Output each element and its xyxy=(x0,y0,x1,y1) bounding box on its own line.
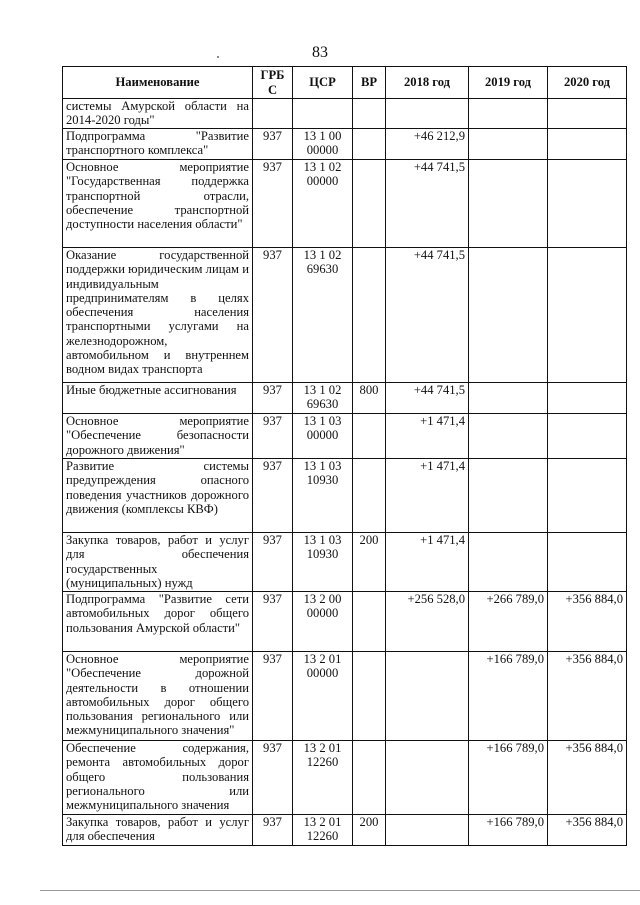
header-vr: ВР xyxy=(353,67,386,99)
row-grbs: 937 xyxy=(253,533,293,592)
row-vr xyxy=(353,592,386,652)
row-2020: +356 884,0 xyxy=(548,592,627,652)
budget-table xyxy=(62,66,627,846)
table-row xyxy=(63,815,627,846)
row-csr: 13 1 03 10930 xyxy=(293,533,353,592)
row-2020: +356 884,0 xyxy=(548,741,627,815)
row-name: Основное мероприятие "Обеспечение безопасности дорожного движения" xyxy=(63,414,253,459)
row-name: Обеспечение содержания, ремонта автомобильных дорог общего пользования регионального или межмуниципального значения xyxy=(63,741,253,815)
header-2019: 2019 год xyxy=(469,67,548,99)
row-vr xyxy=(353,652,386,741)
row-2019: +266 789,0 xyxy=(469,592,548,652)
row-csr: 13 2 00 00000 xyxy=(293,592,353,652)
row-2020 xyxy=(548,459,627,533)
table-row xyxy=(63,533,627,592)
header-name: Наименование xyxy=(63,67,253,99)
row-grbs xyxy=(253,99,293,129)
row-2019 xyxy=(469,533,548,592)
row-name: Подпрограмма "Развитие транспортного комплекса" xyxy=(63,129,253,160)
table-row xyxy=(63,741,627,815)
row-2018: +44 741,5 xyxy=(386,383,469,414)
row-2019: +166 789,0 xyxy=(469,652,548,741)
table-row xyxy=(63,652,627,741)
header-row xyxy=(63,67,627,99)
row-csr: 13 2 01 12260 xyxy=(293,815,353,846)
row-2019 xyxy=(469,414,548,459)
row-2019 xyxy=(469,248,548,383)
row-2018: +1 471,4 xyxy=(386,459,469,533)
row-name: Закупка товаров, работ и услуг для обеспечения государственных (муниципальных) нужд xyxy=(63,533,253,592)
row-csr: 13 1 02 69630 xyxy=(293,383,353,414)
row-2018: +1 471,4 xyxy=(386,414,469,459)
row-vr: 200 xyxy=(353,533,386,592)
row-vr xyxy=(353,459,386,533)
page-bottom-edge xyxy=(40,890,640,891)
row-2018: +1 471,4 xyxy=(386,533,469,592)
row-2020 xyxy=(548,248,627,383)
row-vr xyxy=(353,741,386,815)
row-2018 xyxy=(386,652,469,741)
row-grbs: 937 xyxy=(253,815,293,846)
row-name: системы Амурской области на 2014-2020 годы" xyxy=(63,99,253,129)
table-row xyxy=(63,160,627,248)
table-row xyxy=(63,383,627,414)
row-2020: +356 884,0 xyxy=(548,652,627,741)
row-2019 xyxy=(469,160,548,248)
table-row xyxy=(63,459,627,533)
row-2019: +166 789,0 xyxy=(469,815,548,846)
table-row xyxy=(63,592,627,652)
row-grbs: 937 xyxy=(253,383,293,414)
row-2018: +256 528,0 xyxy=(386,592,469,652)
row-csr: 13 1 02 00000 xyxy=(293,160,353,248)
row-2020 xyxy=(548,160,627,248)
table-row xyxy=(63,414,627,459)
row-2018 xyxy=(386,815,469,846)
table-row xyxy=(63,248,627,383)
header-2020: 2020 год xyxy=(548,67,627,99)
header-grbs: ГРБ С xyxy=(253,67,293,99)
row-2020 xyxy=(548,99,627,129)
row-name: Основное мероприятие "Государственная поддержка транспортной отрасли, обеспечение транспортной доступности населения области" xyxy=(63,160,253,248)
row-name: Закупка товаров, работ и услуг для обеспечения xyxy=(63,815,253,846)
row-grbs: 937 xyxy=(253,160,293,248)
row-name: Развитие системы предупреждения опасного поведения участников дорожного движения (комплексы КВФ) xyxy=(63,459,253,533)
row-vr xyxy=(353,160,386,248)
row-grbs: 937 xyxy=(253,652,293,741)
row-grbs: 937 xyxy=(253,592,293,652)
row-2018 xyxy=(386,99,469,129)
row-vr xyxy=(353,414,386,459)
row-2020 xyxy=(548,129,627,160)
row-csr xyxy=(293,99,353,129)
row-name: Основное мероприятие "Обеспечение дорожной деятельности в отношении автомобильных дорог общего пользования регионального или межмуниципального значения" xyxy=(63,652,253,741)
row-2018 xyxy=(386,741,469,815)
row-2019 xyxy=(469,459,548,533)
row-csr: 13 1 02 69630 xyxy=(293,248,353,383)
row-2019 xyxy=(469,383,548,414)
row-vr xyxy=(353,99,386,129)
row-2019 xyxy=(469,129,548,160)
row-grbs: 937 xyxy=(253,248,293,383)
row-vr: 800 xyxy=(353,383,386,414)
row-grbs: 937 xyxy=(253,741,293,815)
header-csr: ЦСР xyxy=(293,67,353,99)
row-csr: 13 2 01 12260 xyxy=(293,741,353,815)
row-vr xyxy=(353,129,386,160)
row-2020 xyxy=(548,533,627,592)
row-2018: +46 212,9 xyxy=(386,129,469,160)
row-name: Оказание государственной поддержки юридическим лицам и индивидуальным предпринимателям в целях обеспечения населения транспортными услугами на железнодорожном, автомобильном и внутреннем водном видах транспорта xyxy=(63,248,253,383)
row-csr: 13 1 03 00000 xyxy=(293,414,353,459)
row-2019 xyxy=(469,99,548,129)
row-2018: +44 741,5 xyxy=(386,160,469,248)
row-2020: +356 884,0 xyxy=(548,815,627,846)
row-2020 xyxy=(548,383,627,414)
row-name: Подпрограмма "Развитие сети автомобильных дорог общего пользования Амурской области" xyxy=(63,592,253,652)
row-vr xyxy=(353,248,386,383)
row-vr: 200 xyxy=(353,815,386,846)
row-grbs: 937 xyxy=(253,459,293,533)
row-csr: 13 1 00 00000 xyxy=(293,129,353,160)
row-grbs: 937 xyxy=(253,129,293,160)
row-2019: +166 789,0 xyxy=(469,741,548,815)
page-number: 83 xyxy=(312,44,328,61)
scan-speck xyxy=(217,56,219,58)
row-csr: 13 1 03 10930 xyxy=(293,459,353,533)
row-2020 xyxy=(548,414,627,459)
header-2018: 2018 год xyxy=(386,67,469,99)
row-2018: +44 741,5 xyxy=(386,248,469,383)
table-row xyxy=(63,129,627,160)
row-name: Иные бюджетные ассигнования xyxy=(63,383,253,414)
row-csr: 13 2 01 00000 xyxy=(293,652,353,741)
table-row xyxy=(63,99,627,129)
row-grbs: 937 xyxy=(253,414,293,459)
